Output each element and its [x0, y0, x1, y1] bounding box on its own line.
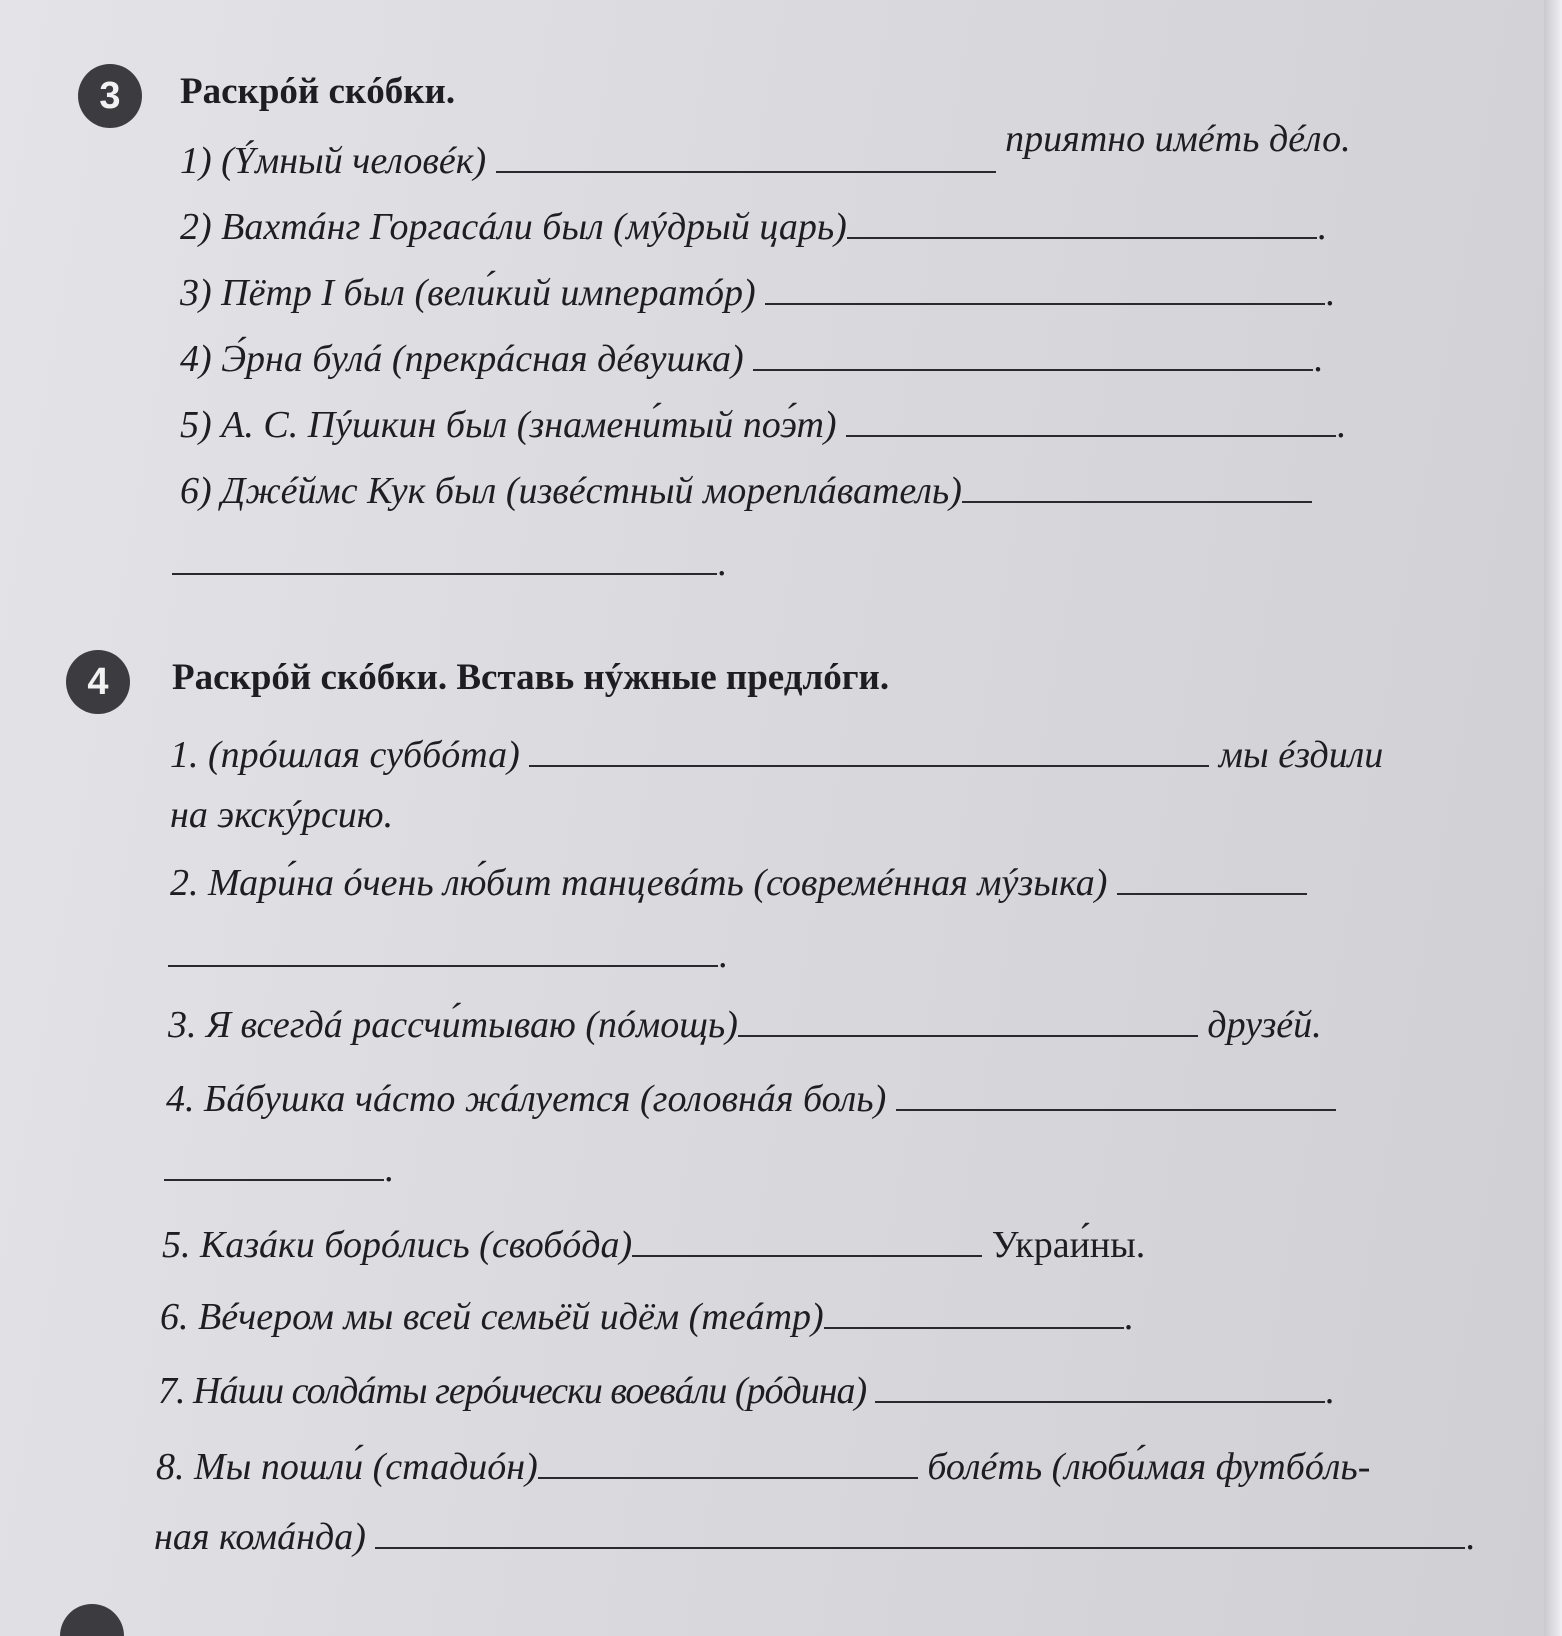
ex4-item-1-blank[interactable]: [529, 735, 1209, 767]
ex4-item-4-text: 4. Бáбушка чáсто жáлуется (головнáя боль): [166, 1078, 887, 1120]
ex4-item-8-continuation-text: ная комáнда): [154, 1516, 366, 1558]
ex3-item-1: [180, 118, 1351, 184]
ex4-item-6: [160, 1294, 1133, 1340]
exercise-3-number: 3: [99, 74, 121, 117]
ex3-item-6: [180, 468, 1312, 514]
ex4-item-7-blank[interactable]: [875, 1371, 1325, 1403]
exercise-4-title: Раскрóй скóбки. Вставь нýжные предлóги.: [172, 657, 890, 698]
ex4-item-2-continuation: [168, 932, 728, 978]
ex4-item-7-text: 7. Нáши солдáты герóически воевáли (рóдина): [158, 1370, 867, 1412]
ex3-item-2: [180, 204, 1326, 250]
ex3-item-2-blank[interactable]: [847, 207, 1317, 239]
ex4-item-7-end: .: [1324, 1370, 1334, 1412]
ex4-item-8: [156, 1444, 1370, 1490]
ex4-item-4-blank[interactable]: [896, 1079, 1336, 1111]
ex3-item-6-continuation: [172, 540, 727, 586]
ex4-item-3: [168, 1002, 1322, 1048]
ex3-item-5-text: 5) А. С. Пýшкин был (знамени́тый поэ́т): [180, 404, 837, 446]
ex3-item-6-blank-2[interactable]: [172, 543, 717, 575]
ex4-item-6-text: 6. Вéчером мы всей семьёй идём (теáтр): [160, 1296, 824, 1338]
ex4-item-2: [170, 860, 1307, 906]
exercise-4-number: 4: [87, 660, 109, 703]
ex4-item-8-end: .: [1465, 1516, 1475, 1558]
ex4-item-8-text: 8. Мы пошли́ (стадиóн): [156, 1446, 538, 1488]
ex3-item-2-text: 2) Вахтáнг Горгасáли был (мýдрый царь): [180, 206, 847, 248]
ex4-item-6-blank[interactable]: [824, 1297, 1124, 1329]
ex4-item-4-end: .: [384, 1148, 394, 1190]
ex4-item-8-continuation: [154, 1514, 1475, 1560]
ex4-item-1-end: мы éздили: [1218, 734, 1384, 776]
ex3-item-6-blank[interactable]: [962, 471, 1312, 503]
ex4-item-5: [162, 1222, 1145, 1268]
ex4-item-2-blank[interactable]: [1117, 863, 1307, 895]
ex3-item-3-text: 3) Пётр I был (вели́кий императóр): [180, 272, 756, 314]
ex3-item-4-end: .: [1313, 338, 1323, 380]
ex4-item-2-blank-2[interactable]: [168, 935, 718, 967]
ex4-item-4-continuation: [164, 1146, 394, 1192]
ex3-item-1-text: 1) (Ýмный человéк): [180, 140, 487, 182]
ex4-item-1-continuation: на экскýрсию.: [170, 794, 394, 836]
ex3-item-1-blank[interactable]: [496, 141, 996, 173]
ex3-item-5-blank[interactable]: [846, 405, 1336, 437]
ex3-item-3: [180, 270, 1335, 316]
ex4-item-5-blank[interactable]: [632, 1225, 982, 1257]
ex4-item-4: [166, 1076, 1336, 1122]
exercise-3-title: Раскрóй скóбки.: [180, 71, 456, 112]
ex4-item-7: [158, 1368, 1333, 1414]
ex4-item-1-text: 1. (прóшлая суббóта): [170, 734, 520, 776]
ex4-item-5-end: Украи́ны.: [991, 1224, 1146, 1266]
ex4-item-6-end: .: [1123, 1296, 1134, 1338]
ex3-item-6-text: 6) Джéймс Кук был (извéстный мореплáватель): [180, 470, 962, 512]
ex3-item-4-text: 4) Э́рна булá (прекрáсная дéвушка): [180, 338, 744, 380]
ex3-item-1-end: приятно имéть дéло.: [1005, 118, 1351, 160]
ex4-item-3-blank[interactable]: [738, 1005, 1198, 1037]
ex3-item-3-blank[interactable]: [765, 273, 1325, 305]
ex4-item-3-end: друзéй.: [1207, 1004, 1322, 1046]
ex4-item-1: [170, 732, 1383, 778]
ex3-item-5-end: .: [1336, 404, 1346, 446]
next-exercise-badge-partial: [60, 1604, 124, 1636]
ex4-item-8-after: болéть (люби́мая футбóль-: [927, 1446, 1371, 1488]
exercise-3-number-badge: [78, 64, 142, 128]
ex4-item-2-text: 2. Мари́на óчень лю́бит танцевáть (совремéнная мýзыка): [170, 862, 1108, 904]
ex4-item-3-text: 3. Я всегдá рассчи́тываю (пóмощь): [168, 1004, 738, 1046]
ex3-item-3-end: .: [1325, 272, 1335, 314]
ex3-item-5: [180, 402, 1346, 448]
ex4-item-8-blank-2[interactable]: [375, 1517, 1465, 1549]
ex3-item-2-end: .: [1316, 206, 1327, 248]
ex4-item-5-text: 5. Казáки борóлись (свобóда): [162, 1224, 633, 1266]
exercise-4-number-badge: [66, 650, 130, 714]
ex3-item-4: [180, 336, 1323, 382]
ex4-item-8-blank[interactable]: [538, 1447, 918, 1479]
ex3-item-6-end: .: [717, 542, 727, 584]
ex4-item-4-blank-2[interactable]: [164, 1149, 384, 1181]
ex4-item-2-end: .: [718, 934, 728, 976]
ex3-item-4-blank[interactable]: [753, 339, 1313, 371]
